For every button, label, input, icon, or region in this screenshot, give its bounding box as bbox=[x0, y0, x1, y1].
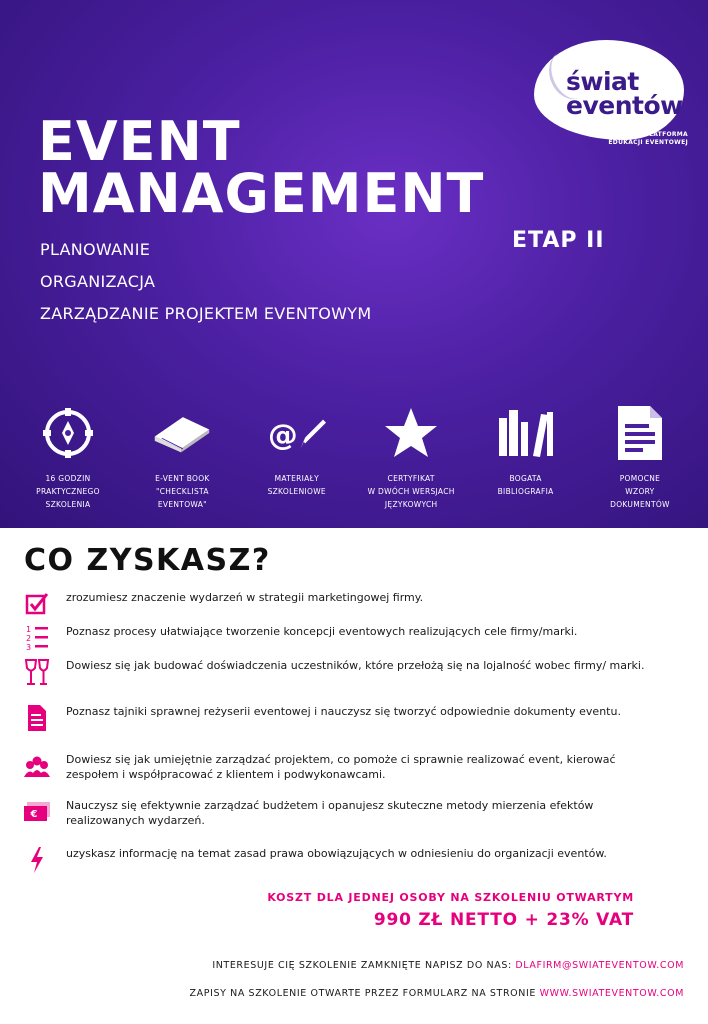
feature-label: 16 GODZIN PRAKTYCZNEGO SZKOLENIA bbox=[36, 474, 100, 509]
cost-label: KOSZT DLA JEDNEJ OSOBY NA SZKOLENIU OTWARTYM bbox=[267, 891, 634, 904]
books-icon bbox=[497, 404, 555, 462]
subtitle-list bbox=[40, 234, 371, 330]
stage-label: ETAP II bbox=[512, 228, 605, 253]
subtitle-project-management: ZARZĄDZANIE PROJEKTEM EVENTOWYM bbox=[40, 304, 372, 323]
page-title bbox=[38, 110, 558, 225]
closed-training-contact bbox=[0, 960, 684, 971]
benefit-text: zrozumiesz znaczenie wydarzeń w strategii marketingowej firmy. bbox=[66, 591, 424, 604]
list-item bbox=[22, 704, 682, 732]
feature-item bbox=[126, 404, 238, 514]
svg-text:2: 2 bbox=[26, 634, 32, 643]
list-item bbox=[22, 624, 682, 652]
money-icon bbox=[22, 798, 52, 826]
benefit-text: Nauczysz się efektywnie zarządzać budżetem i opanujesz skuteczne metody mierzenia efektów realizowanych wydarzeń. bbox=[66, 799, 594, 827]
svg-text:@: @ bbox=[267, 417, 298, 453]
team-icon bbox=[22, 752, 52, 780]
subtitle-organization: ORGANIZACJA bbox=[40, 272, 156, 291]
feature-item bbox=[584, 404, 696, 514]
benefit-text: uzyskasz informację na temat zasad prawa obowiązujących w odniesieniu do organizacji eventów. bbox=[66, 847, 607, 860]
lightning-icon bbox=[22, 846, 52, 874]
feature-label: CERTYFIKAT W DWÓCH WERSJACH JĘZYKOWYCH bbox=[367, 474, 455, 509]
closed-training-text: INTERESUJE CIĘ SZKOLENIE ZAMKNIĘTE NAPISZ DO NAS: bbox=[212, 960, 512, 971]
numbered-list-icon bbox=[22, 624, 52, 652]
star-icon bbox=[382, 404, 440, 462]
subtitle-planning: PLANOWANIE bbox=[40, 240, 151, 259]
feature-label: BOGATA BIBLIOGRAFIA bbox=[497, 474, 554, 496]
title-line2: MANAGEMENT bbox=[38, 162, 485, 225]
benefit-text: Dowiesz się jak budować doświadczenia uczestników, które przełożą się na lojalność wobec firmy/ marki. bbox=[66, 659, 645, 672]
checkbox-icon bbox=[22, 590, 52, 618]
logo-tagline: PLATFORMA EDUKACJI EVENTOWEJ bbox=[608, 131, 688, 146]
feature-label: POMOCNE WZORY DOKUMENTÓW bbox=[610, 474, 670, 509]
svg-text:€: € bbox=[30, 809, 38, 820]
benefit-text: Poznasz tajniki sprawnej reżyserii eventowej i nauczysz się tworzyć odpowiednie dokumenty eventu. bbox=[66, 705, 621, 718]
benefit-text: Poznasz procesy ułatwiające tworzenie koncepcji eventowych realizujących cele firmy/marki. bbox=[66, 625, 578, 638]
list-item bbox=[22, 846, 682, 874]
compass-icon bbox=[39, 404, 97, 462]
logo-wordmark bbox=[566, 67, 686, 120]
feature-item bbox=[470, 404, 582, 514]
logo-line2: eventów bbox=[566, 91, 683, 120]
feature-item bbox=[355, 404, 467, 514]
list-item bbox=[22, 752, 682, 782]
at-pen-icon bbox=[268, 404, 326, 462]
document-icon bbox=[611, 404, 669, 462]
feature-item bbox=[12, 404, 124, 514]
logo-line1: świat bbox=[566, 67, 639, 96]
list-item bbox=[22, 658, 682, 686]
benefits-title: CO ZYSKASZ? bbox=[24, 543, 271, 578]
open-training-contact bbox=[0, 988, 684, 999]
list-item bbox=[22, 798, 682, 828]
book-icon bbox=[153, 404, 211, 462]
list-item bbox=[22, 590, 682, 618]
feature-label: E-VENT BOOK "CHECKLISTA EVENTOWA" bbox=[155, 474, 210, 509]
svg-text:3: 3 bbox=[26, 643, 32, 652]
cost-price: 990 ZŁ NETTO + 23% VAT bbox=[373, 910, 634, 930]
feature-label: MATERIAŁY SZKOLENIOWE bbox=[267, 474, 326, 496]
contact-email-link[interactable]: DLAFIRM@SWIATEVENTOW.COM bbox=[515, 960, 684, 971]
title-line1: EVENT bbox=[38, 110, 241, 173]
benefit-text: Dowiesz się jak umiejętnie zarządzać projektem, co pomoże ci sprawnie realizować event, kierować zespołem i współpracować z klientem i podwykonawcami. bbox=[66, 753, 616, 781]
glasses-icon bbox=[22, 658, 52, 686]
feature-list bbox=[12, 404, 696, 514]
document-icon bbox=[22, 704, 52, 732]
open-training-text: ZAPISY NA SZKOLENIE OTWARTE PRZEZ FORMULARZ NA STRONIE bbox=[189, 988, 536, 999]
feature-item bbox=[241, 404, 353, 514]
svg-text:1: 1 bbox=[26, 625, 32, 634]
website-link[interactable]: WWW.SWIATEVENTOW.COM bbox=[539, 988, 684, 999]
